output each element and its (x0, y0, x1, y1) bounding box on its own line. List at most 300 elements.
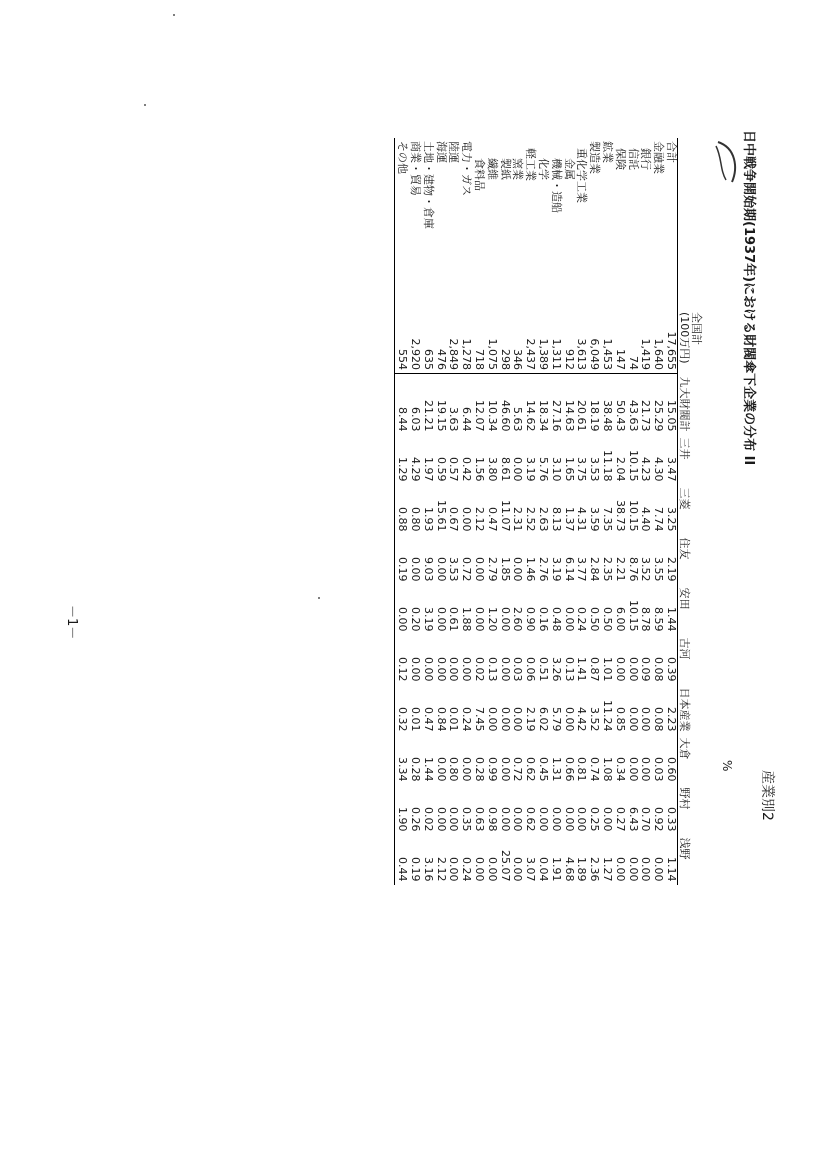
row-value: 0.02 (421, 807, 435, 832)
row-value: 0.00 (447, 807, 461, 832)
row-value: 25.29 (652, 400, 666, 432)
row-total: 1,640 (651, 309, 664, 374)
row-value: 0.66 (562, 757, 576, 782)
row-value: 15.61 (434, 500, 448, 532)
row-value: 0.00 (562, 607, 576, 632)
row-value: 8.78 (639, 607, 653, 632)
row-value: 0.57 (447, 457, 461, 482)
row-total: 2,437 (523, 309, 536, 374)
row-value: 7.74 (652, 507, 666, 532)
row-value: 0.51 (537, 657, 551, 682)
row-label: 重化学工業 (575, 148, 589, 203)
row-total: 1,075 (485, 309, 498, 374)
row-value: 0.98 (485, 807, 499, 832)
table-row (498, 138, 511, 885)
row-value: 0.00 (601, 807, 615, 832)
row-value: 0.06 (524, 657, 538, 682)
row-value: 0.01 (409, 707, 423, 732)
row-label: 電力・ガス (460, 141, 474, 196)
row-total: 554 (395, 309, 408, 374)
row-value: 14.63 (562, 400, 576, 432)
row-value: 21.21 (421, 400, 435, 432)
row-value: 5.63 (511, 407, 525, 432)
row-value: 0.00 (473, 557, 487, 582)
row-value: 25.07 (498, 850, 512, 882)
row-value: 2.52 (524, 507, 538, 532)
row-value: 6.00 (613, 607, 627, 632)
row-value: 10.15 (626, 450, 640, 482)
table-row (575, 138, 588, 885)
row-value: 0.24 (460, 707, 474, 732)
page-number: －1－ (64, 605, 79, 640)
row-value: 0.13 (562, 657, 576, 682)
header-col-8: 野村 (678, 785, 707, 835)
row-value: 3.19 (524, 457, 538, 482)
row-label: 信託 (626, 148, 640, 170)
header-col-3: 住友 (678, 535, 707, 585)
row-value: 0.45 (537, 757, 551, 782)
row-value: 0.61 (447, 607, 461, 632)
row-value: 0.00 (447, 657, 461, 682)
row-value: 0.70 (639, 807, 653, 832)
row-value: 0.00 (421, 657, 435, 682)
table-row (549, 138, 562, 885)
row-total: 635 (421, 309, 434, 374)
table-row (523, 138, 536, 885)
row-total: 718 (472, 309, 485, 374)
row-label: 土地・建物・倉庫 (421, 141, 435, 229)
row-value: 0.84 (434, 707, 448, 732)
row-value: 11.24 (601, 700, 615, 732)
row-label: 製紙 (498, 158, 512, 180)
row-value: 4.23 (639, 457, 653, 482)
row-value: 0.60 (665, 757, 678, 782)
row-value: 8.59 (652, 607, 666, 632)
row-label: 銀行 (639, 148, 653, 170)
row-value: 6.14 (562, 557, 576, 582)
row-value: 0.00 (485, 857, 499, 882)
row-label: 鉱業 (601, 141, 615, 163)
row-value: 0.00 (575, 807, 589, 832)
row-value: 0.39 (665, 657, 678, 682)
row-value: 3.25 (665, 507, 678, 532)
row-label: 陸運 (447, 141, 461, 163)
row-value: 0.08 (652, 657, 666, 682)
table-row (562, 138, 575, 885)
row-value: 1.08 (601, 757, 615, 782)
table-title: 日中戦争開始期(1937年)における財閥傘下企業の分布 II (741, 130, 756, 466)
row-value: 1.89 (575, 857, 589, 882)
row-value: 0.72 (460, 557, 474, 582)
table-row (613, 138, 626, 885)
row-value: 0.00 (409, 557, 423, 582)
row-value: 18.34 (537, 400, 551, 432)
row-value: 0.44 (395, 835, 408, 885)
row-value: 0.00 (498, 807, 512, 832)
row-value: 0.00 (434, 557, 448, 582)
row-total: 1,278 (459, 309, 472, 374)
header-total: 全国計 (100万円) (678, 309, 707, 374)
row-total: 74 (626, 309, 639, 374)
row-value: 0.00 (549, 807, 563, 832)
row-value: 0.00 (511, 557, 525, 582)
row-value: 0.00 (473, 607, 487, 632)
row-total: 1,311 (549, 309, 562, 374)
row-value: 2.04 (613, 457, 627, 482)
header-col-1: 三井 (678, 435, 707, 485)
row-value: 7.35 (601, 507, 615, 532)
row-value: 6.43 (626, 807, 640, 832)
header-col-4: 安田 (678, 585, 707, 635)
row-value: 0.85 (613, 707, 627, 732)
row-value: 0.99 (485, 757, 499, 782)
row-value: 0.00 (639, 857, 653, 882)
row-value: 0.20 (409, 607, 423, 632)
row-value: 0.00 (460, 657, 474, 682)
row-value: 0.24 (460, 857, 474, 882)
row-value: 1.27 (601, 857, 615, 882)
row-total: 2,920 (408, 309, 421, 374)
row-value: 50.43 (613, 400, 627, 432)
row-value: 1.41 (575, 657, 589, 682)
row-value: 0.72 (511, 757, 525, 782)
row-total: 17,655 (664, 309, 677, 374)
row-value: 3.19 (549, 557, 563, 582)
row-value: 0.35 (460, 807, 474, 832)
row-value: 3.75 (575, 457, 589, 482)
header-col-5: 古河 (678, 635, 707, 685)
row-total: 1,389 (536, 309, 549, 374)
row-value: 3.80 (485, 457, 499, 482)
row-value: 0.00 (639, 757, 653, 782)
table-row (447, 138, 460, 885)
row-value: 0.01 (447, 707, 461, 732)
row-label: 軽工業 (524, 148, 538, 181)
data-table (394, 138, 706, 885)
row-value: 1.65 (562, 457, 576, 482)
row-value: 0.00 (485, 707, 499, 732)
row-value: 0.00 (447, 857, 461, 882)
row-value: 19.15 (434, 400, 448, 432)
row-total: 6,049 (587, 309, 600, 374)
table-row (587, 138, 600, 885)
row-value: 10.15 (626, 500, 640, 532)
row-value: 1.20 (485, 607, 499, 632)
row-value: 1.44 (665, 607, 678, 632)
row-value: 0.00 (639, 707, 653, 732)
row-value: 1.93 (421, 507, 435, 532)
row-label: その他 (395, 138, 408, 309)
row-value: 1.31 (549, 757, 563, 782)
row-value: 0.00 (537, 807, 551, 832)
table-row (408, 138, 421, 885)
row-value: 0.00 (652, 857, 666, 882)
row-total: 1,419 (639, 309, 652, 374)
row-value: 0.00 (498, 707, 512, 732)
row-value: 0.00 (562, 807, 576, 832)
row-value: 0.90 (524, 607, 538, 632)
table-row (472, 138, 485, 885)
table-row (536, 138, 549, 885)
row-value: 3.07 (524, 857, 538, 882)
row-value: 3.55 (652, 557, 666, 582)
row-value: 0.59 (434, 457, 448, 482)
row-value: 2.19 (665, 557, 678, 582)
row-value: 0.00 (460, 757, 474, 782)
row-value: 1.44 (421, 757, 435, 782)
row-label: 保険 (613, 148, 627, 170)
table-row (485, 138, 498, 885)
row-value: 2.31 (511, 507, 525, 532)
row-total: 2,849 (447, 309, 460, 374)
row-value: 1.85 (498, 557, 512, 582)
row-value: 1.14 (665, 857, 678, 882)
row-value: 0.00 (434, 657, 448, 682)
row-value: 5.79 (549, 707, 563, 732)
row-value: 3.52 (639, 557, 653, 582)
table-header-row (678, 138, 707, 885)
section-label: 産業別2 (759, 770, 775, 821)
row-value: 20.61 (575, 400, 589, 432)
table-row (600, 138, 613, 885)
row-value: 0.03 (511, 657, 525, 682)
row-value: 0.00 (434, 607, 448, 632)
row-value: 0.00 (626, 757, 640, 782)
row-value: 1.01 (601, 657, 615, 682)
row-value: 0.19 (395, 535, 408, 585)
row-value: 4.68 (562, 857, 576, 882)
row-value: 8.76 (626, 557, 640, 582)
row-value: 0.00 (626, 857, 640, 882)
row-value: 0.00 (434, 757, 448, 782)
row-value: 0.26 (409, 807, 423, 832)
row-value: 0.16 (537, 607, 551, 632)
row-value: 0.00 (498, 657, 512, 682)
row-value: 2.36 (588, 857, 602, 882)
row-value: 2.63 (537, 507, 551, 532)
row-value: 0.33 (665, 807, 678, 832)
row-value: 2.23 (665, 707, 678, 732)
row-value: 43.63 (626, 400, 640, 432)
row-total: 3,613 (575, 309, 588, 374)
row-label: 合計 (665, 141, 678, 163)
row-value: 0.00 (626, 707, 640, 732)
row-value: 0.24 (575, 607, 589, 632)
row-value: 3.47 (665, 457, 678, 482)
row-value: 8.61 (498, 457, 512, 482)
row-value: 0.00 (409, 657, 423, 682)
row-value: 0.50 (588, 607, 602, 632)
row-value: 0.00 (613, 657, 627, 682)
row-value: 7.45 (473, 707, 487, 732)
header-col-0: 九大財閥計 (678, 374, 707, 435)
row-value: 0.19 (409, 857, 423, 882)
row-value: 3.16 (421, 857, 435, 882)
row-value: 4.40 (639, 507, 653, 532)
row-value: 0.12 (395, 635, 408, 685)
row-value: 0.80 (409, 507, 423, 532)
row-value: 0.00 (434, 807, 448, 832)
row-value: 10.15 (626, 600, 640, 632)
row-value: 38.48 (601, 400, 615, 432)
row-value: 14.62 (524, 400, 538, 432)
row-value: 3.77 (575, 557, 589, 582)
row-value: 4.29 (409, 457, 423, 482)
row-value: 0.88 (395, 485, 408, 535)
row-value: 0.87 (588, 657, 602, 682)
row-value: 0.28 (409, 757, 423, 782)
row-value: 0.67 (447, 507, 461, 532)
row-label: 製造業 (588, 141, 602, 174)
row-value: 6.44 (460, 407, 474, 432)
row-value: 8.44 (395, 374, 408, 435)
header-label-cell (678, 138, 707, 309)
row-value: 0.28 (473, 757, 487, 782)
row-value: 11.07 (498, 500, 512, 532)
row-value: 0.00 (613, 857, 627, 882)
row-value: 3.59 (588, 507, 602, 532)
row-value: 6.02 (537, 707, 551, 732)
table-row (639, 138, 652, 885)
row-value: 0.27 (613, 807, 627, 832)
row-value: 0.00 (626, 657, 640, 682)
row-value: 10.34 (485, 400, 499, 432)
row-value: 0.81 (575, 757, 589, 782)
row-value: 1.90 (395, 785, 408, 835)
stamp-logo-icon (712, 138, 740, 188)
row-value: 3.34 (395, 735, 408, 785)
row-value: 11.18 (601, 450, 615, 482)
row-value: 2.79 (485, 557, 499, 582)
row-value: 4.42 (575, 707, 589, 732)
row-value: 18.19 (588, 400, 602, 432)
table-row (459, 138, 472, 885)
row-value: 0.00 (473, 857, 487, 882)
row-value: 3.10 (549, 457, 563, 482)
row-value: 0.09 (639, 657, 653, 682)
header-col-7: 大倉 (678, 735, 707, 785)
row-value: 0.62 (524, 807, 538, 832)
table-row (664, 138, 677, 885)
row-value: 0.00 (511, 807, 525, 832)
row-value: 3.63 (447, 407, 461, 432)
row-value: 0.00 (511, 457, 525, 482)
row-total: 147 (613, 309, 626, 374)
row-value: 0.63 (473, 807, 487, 832)
row-value: 2.84 (588, 557, 602, 582)
row-value: 46.60 (498, 400, 512, 432)
table-row (511, 138, 524, 885)
row-label: 化学 (537, 158, 551, 180)
row-value: 2.60 (511, 607, 525, 632)
row-value: 0.47 (485, 507, 499, 532)
row-value: 1.91 (549, 857, 563, 882)
row-value: 3.26 (549, 657, 563, 682)
row-value: 0.02 (473, 657, 487, 682)
row-total: 298 (498, 309, 511, 374)
row-value: 1.37 (562, 507, 576, 532)
scan-speck (173, 14, 175, 16)
row-value: 2.35 (601, 557, 615, 582)
row-value: 0.00 (511, 707, 525, 732)
row-value: 9.03 (421, 557, 435, 582)
row-value: 38.73 (613, 500, 627, 532)
row-value: 0.00 (498, 607, 512, 632)
table-row (651, 138, 664, 885)
row-label: 金属 (562, 158, 576, 180)
row-value: 0.92 (652, 807, 666, 832)
row-value: 0.04 (537, 857, 551, 882)
row-value: 1.29 (395, 435, 408, 485)
header-col-2: 三菱 (678, 485, 707, 535)
row-label: 金融業 (652, 141, 666, 174)
row-value: 5.76 (537, 457, 551, 482)
row-value: 2.12 (434, 857, 448, 882)
row-value: 0.32 (395, 685, 408, 735)
row-total: 912 (562, 309, 575, 374)
row-value: 4.31 (575, 507, 589, 532)
row-value: 0.00 (395, 585, 408, 635)
row-total: 476 (434, 309, 447, 374)
row-value: 0.00 (460, 507, 474, 532)
row-value: 27.16 (549, 400, 563, 432)
row-value: 3.53 (447, 557, 461, 582)
row-value: 0.03 (652, 757, 666, 782)
row-label: 海運 (434, 141, 448, 163)
rotated-content (240, 120, 775, 940)
row-value: 0.80 (447, 757, 461, 782)
row-value: 1.46 (524, 557, 538, 582)
row-value: 0.47 (421, 707, 435, 732)
row-value: 0.48 (549, 607, 563, 632)
row-value: 21.73 (639, 400, 653, 432)
table-row (395, 138, 408, 885)
row-value: 0.34 (613, 757, 627, 782)
row-value: 12.07 (473, 400, 487, 432)
table-row (626, 138, 639, 885)
row-value: 1.88 (460, 607, 474, 632)
table-body (395, 138, 678, 885)
table-row (421, 138, 434, 885)
row-value: 8.13 (549, 507, 563, 532)
row-value: 6.03 (409, 407, 423, 432)
unit-label: % (720, 760, 734, 772)
row-value: 0.13 (485, 657, 499, 682)
row-value: 0.25 (588, 807, 602, 832)
row-value: 1.97 (421, 457, 435, 482)
table-row (434, 138, 447, 885)
row-value: 2.19 (524, 707, 538, 732)
header-col-6: 日本産業 (678, 685, 707, 735)
row-value: 2.76 (537, 557, 551, 582)
row-value: 0.62 (524, 757, 538, 782)
row-value: 0.00 (562, 707, 576, 732)
row-value: 0.74 (588, 757, 602, 782)
row-label: 窯業 (511, 158, 525, 180)
row-value: 2.12 (473, 507, 487, 532)
row-value: 1.56 (473, 457, 487, 482)
row-value: 4.30 (652, 457, 666, 482)
row-value: 3.53 (588, 457, 602, 482)
row-value: 0.00 (511, 857, 525, 882)
row-value: 3.52 (588, 707, 602, 732)
row-label: 機械・造船 (549, 158, 563, 213)
header-col-9: 浅野 (678, 835, 707, 885)
row-label: 食料品 (473, 158, 487, 191)
row-value: 0.50 (601, 607, 615, 632)
row-label: 繊維 (485, 158, 499, 180)
row-value: 15.05 (665, 400, 678, 432)
